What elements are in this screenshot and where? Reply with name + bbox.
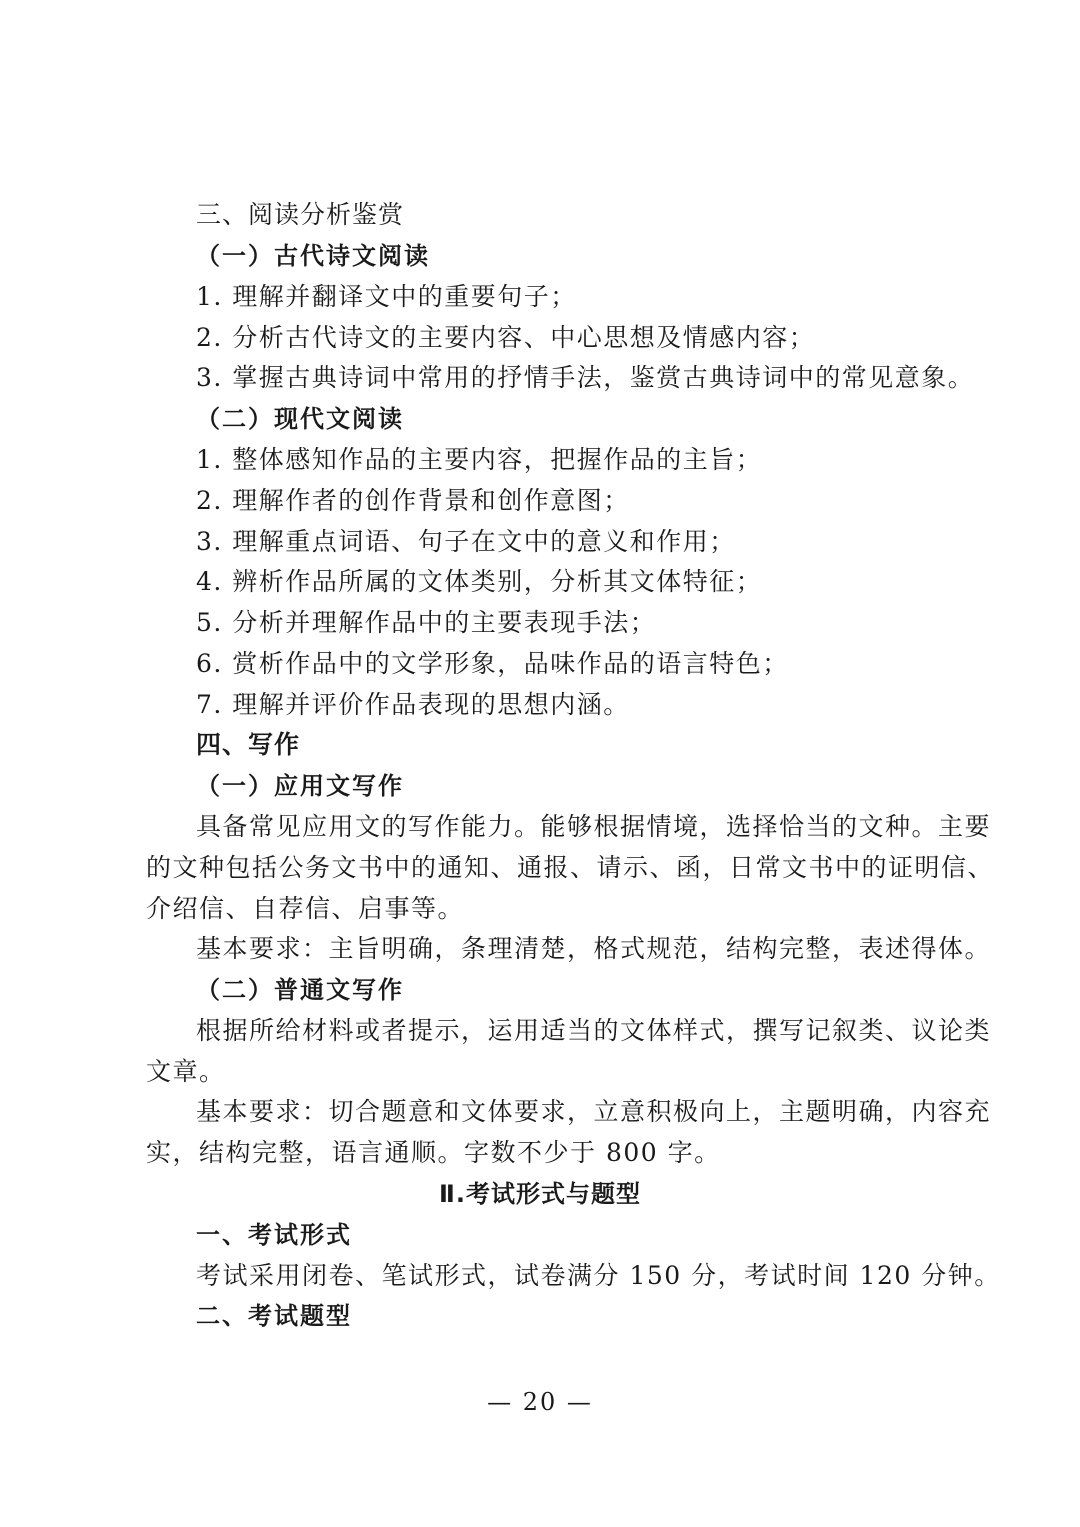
part-title: Ⅱ.考试形式与题型 (439, 1180, 641, 1208)
section-heading: 四、写作 (196, 730, 301, 759)
list-item: 2. 分析古代诗文的主要内容、中心思想及情感内容； (196, 323, 816, 352)
list-item: 3. 掌握古典诗词中常用的抒情手法，鉴赏古典诗词中的常见意象。 (196, 363, 975, 392)
section-heading: 三、阅读分析鉴赏 (196, 200, 405, 229)
paragraph-line: 根据所给材料或者提示，运用适当的文体样式，撰写记叙类、议论类 (196, 1016, 992, 1045)
list-item: 6. 赏析作品中的文学形象，品味作品的语言特色； (196, 649, 789, 678)
subsection-heading: （二）现代文阅读 (196, 405, 404, 433)
subsection-heading: （二）普通文写作 (196, 976, 404, 1004)
paragraph-line: 介绍信、自荐信、启事等。 (146, 894, 465, 923)
subsection-heading: （一）应用文写作 (196, 772, 404, 800)
paragraph-line: 具备常见应用文的写作能力。能够根据情境，选择恰当的文种。主要 (196, 812, 992, 841)
list-item: 2. 理解作者的创作背景和创作意图； (196, 486, 630, 515)
page-number: — 20 — (487, 1388, 593, 1416)
list-item: 7. 理解并评价作品表现的思想内涵。 (196, 690, 630, 719)
list-item: 3. 理解重点词语、句子在文中的意义和作用； (196, 527, 736, 556)
subsection-heading: （一）古代诗文阅读 (196, 242, 430, 270)
paragraph-line: 的文种包括公务文书中的通知、通报、请示、函，日常文书中的证明信、 (146, 853, 995, 882)
list-item: 1. 整体感知作品的主要内容，把握作品的主旨； (196, 445, 763, 474)
paragraph-line: 基本要求：主旨明确，条理清楚，格式规范，结构完整，表述得体。 (196, 934, 992, 963)
section-heading: 一、考试形式 (196, 1221, 352, 1249)
paragraph-line: 文章。 (146, 1057, 226, 1086)
list-item: 5. 分析并理解作品中的主要表现手法； (196, 608, 657, 637)
list-item: 1. 理解并翻译文中的重要句子； (196, 282, 577, 311)
list-item: 4. 辨析作品所属的文体类别，分析其文体特征； (196, 567, 763, 596)
paragraph-line: 实，结构完整，语言通顺。字数不少于 800 字。 (146, 1138, 721, 1167)
paragraph-line: 基本要求：切合题意和文体要求，立意积极向上，主题明确，内容充 (196, 1097, 992, 1126)
section-heading: 二、考试题型 (196, 1302, 352, 1330)
paragraph-line: 考试采用闭卷、笔试形式，试卷满分 150 分，考试时间 120 分钟。 (196, 1261, 1001, 1290)
